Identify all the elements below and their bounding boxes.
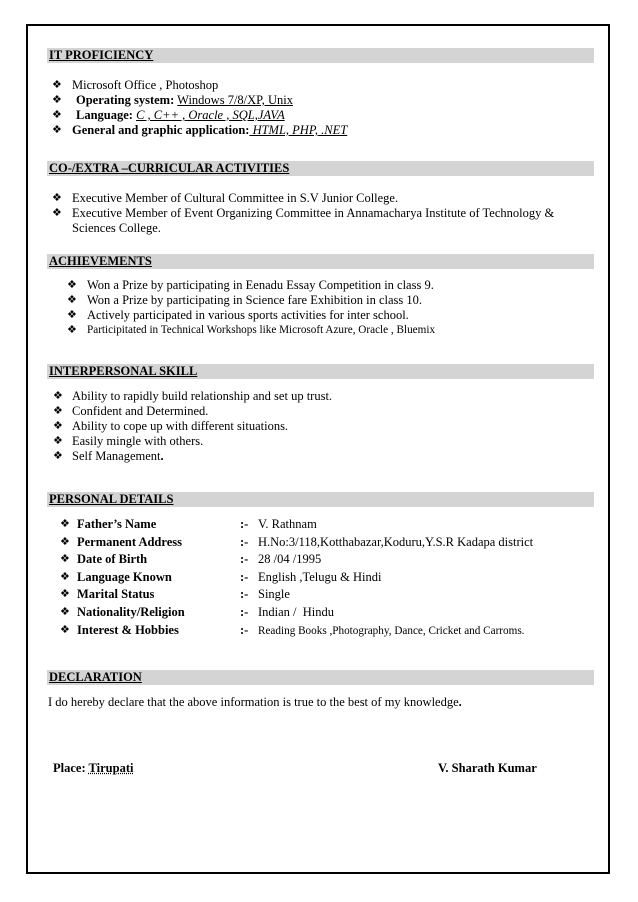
diamond-bullet-icon: ❖ — [60, 536, 70, 548]
personal-row-language-known: ❖ Language Known :- English ,Telugu & Hindi — [60, 570, 382, 584]
diamond-bullet-icon: ❖ — [67, 309, 77, 321]
list-item: ❖ Actively participated in various sports activities for inter school. — [67, 308, 409, 322]
diamond-bullet-icon: ❖ — [53, 420, 63, 432]
diamond-bullet-icon: ❖ — [53, 450, 63, 462]
diamond-bullet-icon: ❖ — [60, 518, 70, 530]
diamond-bullet-icon: ❖ — [60, 606, 70, 618]
personal-row-marital-status: ❖ Marital Status :- Single — [60, 587, 290, 601]
section-heading-extra-curricular: CO-/EXTRA –CURRICULAR ACTIVITIES — [47, 161, 594, 176]
section-heading-declaration: DECLARATION — [47, 670, 594, 685]
personal-row-father-name: ❖ Father’s Name :- V. Rathnam — [60, 517, 317, 531]
section-heading-interpersonal: INTERPERSONAL SKILL — [47, 364, 594, 379]
extra-curricular-list — [52, 191, 592, 236]
list-item: ❖ Executive Member of Event Organizing Committee in Annamacharya Institute of Technology & — [52, 206, 555, 220]
diamond-bullet-icon: ❖ — [52, 94, 62, 106]
diamond-bullet-icon: ❖ — [53, 390, 63, 402]
place-line: Place: Tirupati — [53, 761, 134, 775]
list-item: ❖ Executive Member of Cultural Committee in S.V Junior College. — [52, 191, 399, 205]
list-item: ❖ Participitated in Technical Workshops like Microsoft Azure, Oracle , Bluemix — [67, 324, 436, 336]
diamond-bullet-icon: ❖ — [52, 207, 62, 219]
list-item: ❖ Microsoft Office , Photoshop — [52, 78, 219, 92]
list-item: ❖ General and graphic application: HTML, PHP, .NET — [52, 123, 348, 137]
list-item: ❖ Ability to cope up with different situations. — [53, 419, 289, 433]
personal-row-interest-hobbies: ❖ Interest & Hobbies :- Reading Books ,Photography, Dance, Cricket and Carroms. — [60, 623, 525, 637]
list-item: ❖ Confident and Determined. — [53, 404, 209, 418]
list-item: ❖ Easily mingle with others. — [53, 434, 204, 448]
diamond-bullet-icon: ❖ — [52, 109, 62, 121]
personal-row-permanent-address: ❖ Permanent Address :- H.No:3/118,Kotthabazar,Koduru,Y.S.R Kadapa district — [60, 535, 534, 549]
section-heading-it-proficiency: IT PROFICIENCY — [47, 48, 594, 63]
diamond-bullet-icon: ❖ — [53, 405, 63, 417]
declaration-text: I do hereby declare that the above information is true to the best of my knowledge. — [48, 695, 462, 709]
diamond-bullet-icon: ❖ — [60, 571, 70, 583]
diamond-bullet-icon: ❖ — [53, 435, 63, 447]
diamond-bullet-icon: ❖ — [60, 588, 70, 600]
diamond-bullet-icon: ❖ — [60, 624, 70, 636]
diamond-bullet-icon: ❖ — [67, 279, 77, 291]
signature-name: V. Sharath Kumar — [438, 761, 537, 775]
personal-row-date-of-birth: ❖ Date of Birth :- 28 /04 /1995 — [60, 552, 322, 566]
place-value: Tirupati — [88, 761, 134, 775]
section-heading-achievements: ACHIEVEMENTS — [47, 254, 594, 269]
list-item: ❖ Ability to rapidly build relationship and set up trust. — [53, 389, 333, 403]
list-item: ❖ Won a Prize by participating in Science fare Exhibition in class 10. — [67, 293, 423, 307]
list-item: ❖ Self Management. — [53, 449, 164, 463]
diamond-bullet-icon: ❖ — [60, 553, 70, 565]
list-item: ❖ Won a Prize by participating in Eenadu Essay Competition in class 9. — [67, 278, 434, 292]
list-item: ❖ Operating system: Windows 7/8/XP, Unix — [52, 93, 293, 107]
achievements-list — [67, 278, 597, 338]
diamond-bullet-icon: ❖ — [52, 124, 62, 136]
diamond-bullet-icon: ❖ — [52, 79, 62, 91]
list-item: ❖ Language: C , C++ , Oracle , SQL,JAVA — [52, 108, 285, 122]
section-heading-personal-details: PERSONAL DETAILS — [47, 492, 594, 507]
personal-row-nationality-religion: ❖ Nationality/Religion :- Indian / Hindu — [60, 605, 335, 619]
interpersonal-list — [53, 389, 593, 464]
diamond-bullet-icon: ❖ — [67, 294, 77, 306]
it-proficiency-list — [52, 78, 592, 138]
diamond-bullet-icon: ❖ — [67, 324, 77, 336]
list-item-continuation: Sciences College. — [72, 221, 161, 235]
diamond-bullet-icon: ❖ — [52, 192, 62, 204]
